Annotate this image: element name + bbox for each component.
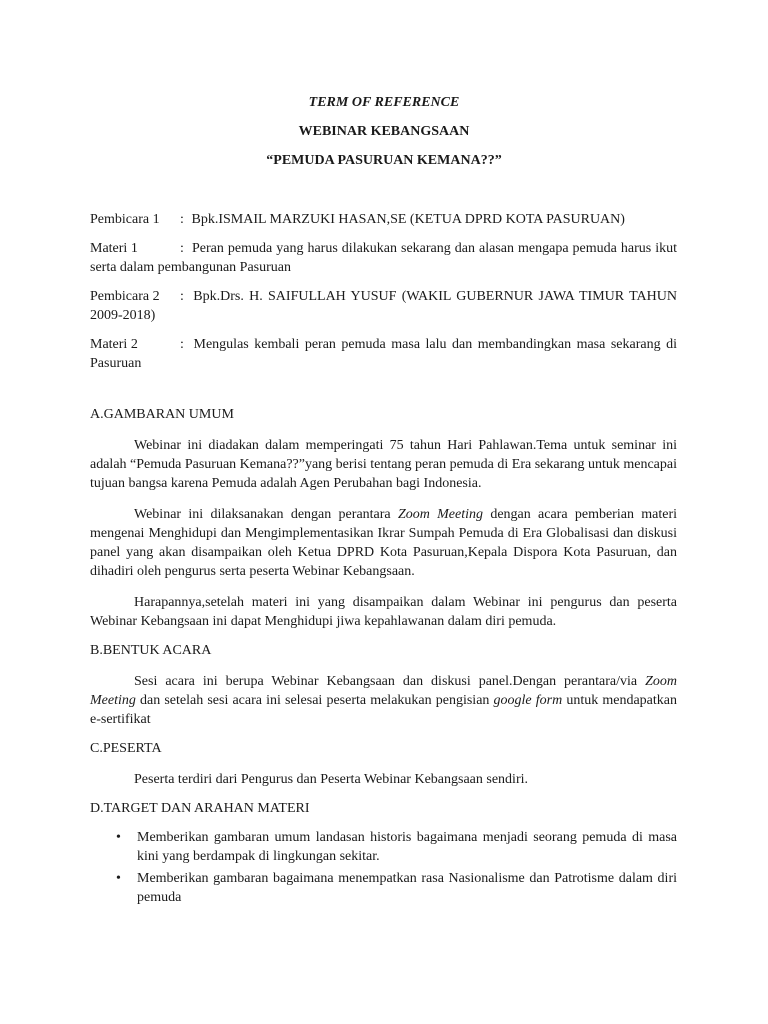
speaker-value: Bpk.Drs. H. SAIFULLAH YUSUF (WAKIL GUBERNUR JAWA TIMUR TAHUN 2009-2018) <box>90 289 677 323</box>
emphasis-text: Zoom Meeting <box>397 507 484 522</box>
document-body <box>90 210 677 910</box>
section-heading-a: A.GAMBARAN UMUM <box>90 407 234 422</box>
paragraph <box>90 505 677 581</box>
material-value: Peran pemuda yang harus dilakukan sekarang dan alasan mengapa pemuda harus ikut serta dalam pembangunan Pasuruan <box>90 241 677 275</box>
document-title: TERM OF REFERENCE <box>308 95 460 110</box>
colon: : <box>180 289 184 304</box>
paragraph-text: untuk mendapatkan e-sertifikat <box>90 693 677 727</box>
bullet-list <box>90 828 677 907</box>
bullet-icon: • <box>116 830 121 845</box>
title-block <box>0 93 768 180</box>
paragraph: Harapannya,setelah materi ini yang disampaikan dalam Webinar ini pengurus dan peserta Webinar Kebangsaan ini dapat Menghidupi jiwa kepahlawanan dalam diri pemuda. <box>90 595 677 629</box>
speaker-label: Pembicara 1 <box>90 212 160 227</box>
section-heading-b: B.BENTUK ACARA <box>90 643 212 658</box>
paragraph: Webinar ini diadakan dalam memperingati 75 tahun Hari Pahlawan.Tema untuk seminar ini adalah “Pemuda Pasuruan Kemana??”yang berisi tentang peran pemuda di Era sekarang untuk mencapai tujuan bangsa karena Pemuda adalah Agen Perubahan bagi Indonesia. <box>90 438 677 491</box>
list-item <box>90 828 677 866</box>
list-item <box>90 869 677 907</box>
material-label: Materi 2 <box>90 337 138 352</box>
paragraph <box>90 672 677 729</box>
paragraph-text: dan setelah sesi acara ini selesai peserta melakukan pengisian <box>135 693 494 708</box>
section-heading-d: D.TARGET DAN ARAHAN MATERI <box>90 801 310 816</box>
material-value: Mengulas kembali peran pemuda masa lalu dan membandingkan masa sekarang di Pasuruan <box>90 337 677 371</box>
paragraph-text: dengan acara pemberian materi mengenai Menghidupi dan Mengimplementasikan Ikrar Sumpah Pemuda di Era Globalisasi dan diskusi panel yang akan disampaikan oleh Ketua DPRD Kota Pasuruan,Kepala Dispora Kota Pasuruan, dan dihadiri oleh pengurus serta peserta Webinar Kebangsaan. <box>90 507 678 579</box>
event-name: WEBINAR KEBANGSAAN <box>298 124 470 139</box>
material-row-2 <box>90 335 677 373</box>
list-item-text: Memberikan gambaran umum landasan historis bagaimana menjadi seorang pemuda di masa kini yang berdampak di lingkungan sekitar. <box>137 830 677 864</box>
material-row-1 <box>90 239 677 277</box>
speaker-row-2 <box>90 287 677 325</box>
paragraph-text: Sesi acara ini berupa Webinar Kebangsaan dan diskusi panel.Dengan perantara/via <box>134 674 646 689</box>
colon: : <box>180 241 184 256</box>
bullet-icon: • <box>116 871 121 886</box>
speaker-value: Bpk.ISMAIL MARZUKI HASAN,SE (KETUA DPRD KOTA PASURUAN) <box>191 212 625 227</box>
speaker-row-1 <box>90 210 677 229</box>
paragraph: Peserta terdiri dari Pengurus dan Peserta Webinar Kebangsaan sendiri. <box>134 772 528 787</box>
colon: : <box>180 212 184 227</box>
emphasis-text: google form <box>493 693 563 708</box>
event-theme: “PEMUDA PASURUAN KEMANA??” <box>266 153 502 168</box>
colon: : <box>180 337 184 352</box>
paragraph-text: Webinar ini dilaksanakan dengan perantara <box>134 507 398 522</box>
material-label: Materi 1 <box>90 241 138 256</box>
speaker-label: Pembicara 2 <box>90 289 160 304</box>
section-heading-c: C.PESERTA <box>90 741 162 756</box>
emphasis-text: Zoom Meeting <box>90 674 677 708</box>
list-item-text: Memberikan gambaran bagaimana menempatkan rasa Nasionalisme dan Patrotisme dalam diri pemuda <box>137 871 677 905</box>
